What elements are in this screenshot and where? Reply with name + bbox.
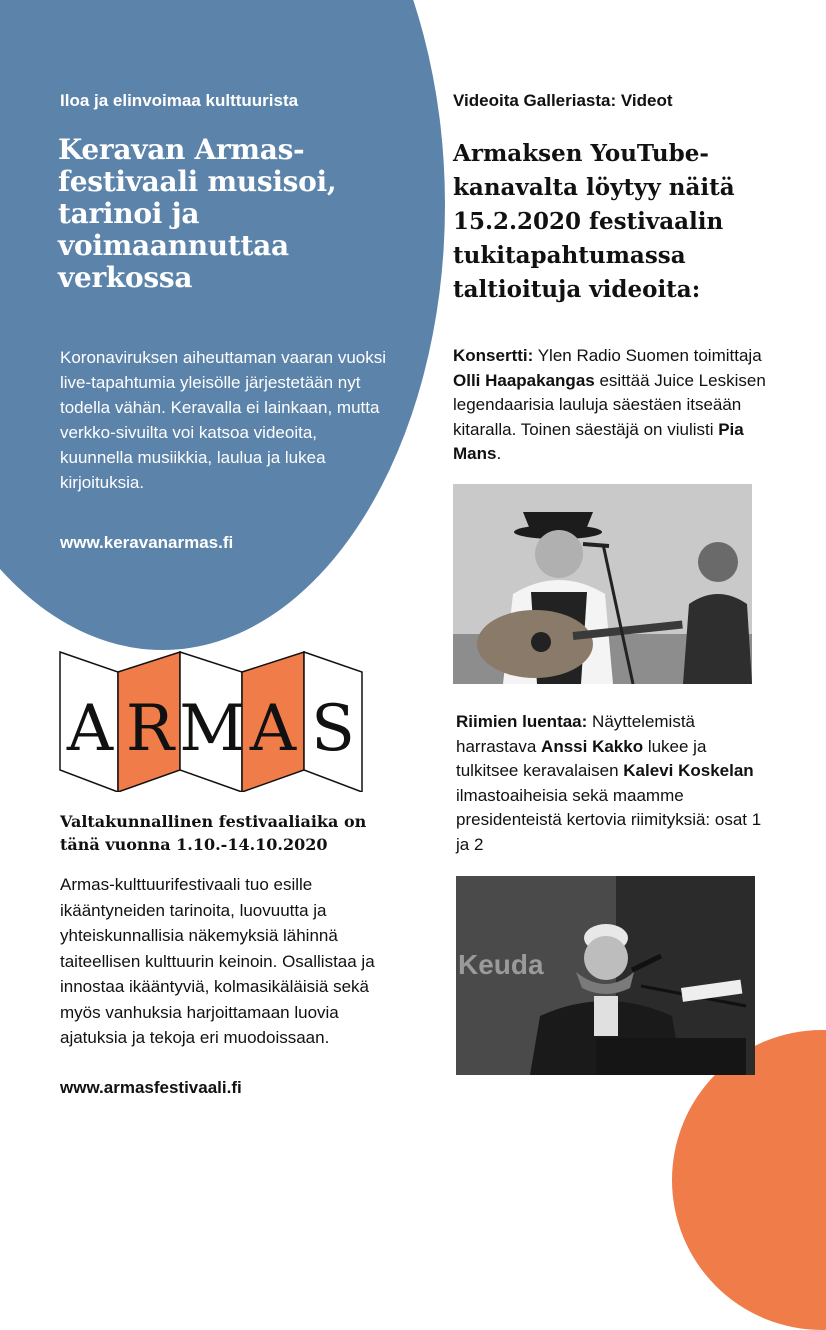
right-kicker: Videoita Galleriasta: Videot <box>453 91 673 110</box>
reading-lead: Riimien luentaa: <box>456 712 588 731</box>
reading-paragraph: Riimien luentaa: Näyttelemistä harrastava Anssi Kakko lukee ja tulkitsee keravalaisen Kalevi Koskelan ilmastoaiheisia sekä maamme presidenteistä kertovia riimityksiä: osat 1 ja 2 <box>456 712 762 854</box>
main-headline: Keravan Armas-festivaali musisoi, tarinoi ja voimaannuttaa verkossa <box>58 133 337 294</box>
violinist-name: Pia Mans <box>453 419 744 463</box>
logo-letter-a1: A <box>66 692 114 766</box>
orange-circle-decoration <box>672 1030 826 1330</box>
festival-description: Armas-kulttuurifestivaali tuo esille ikääntyneiden tarinoita, luovuutta ja yhteiskunnallisia näkemyksiä lähinnä taiteellisen kulttuurin keinoin. Osallistaa ja innostaa ikääntyviä, kolmasikäläisiä sekä myös vanhuksia harjoittamaan luovia ajatuksia ja tekoja eri muodoissaan. <box>60 875 375 1047</box>
youtube-headline: Armaksen YouTube-kanavalta löytyy näitä 15.2.2020 festivaalin tukitapahtumassa taltioituja videoita: <box>453 140 735 303</box>
performer-name: Olli Haapakangas <box>453 370 595 390</box>
armas-logo <box>58 650 364 792</box>
concert-photo <box>453 484 752 684</box>
photo-sign-text: Keuda <box>458 949 544 980</box>
concert-paragraph: Konsertti: Ylen Radio Suomen toimittaja Olli Haapakangas esittää Juice Leskisen legendaarisia lauluja säestäen itseään kitaralla. Toinen säestäjä on viulisti Pia Mans. <box>453 346 766 463</box>
website-link-keravanarmas[interactable]: www.keravanarmas.fi <box>60 533 234 552</box>
logo-letter-a2: A <box>249 692 297 766</box>
logo-letter-m: M <box>179 692 245 766</box>
reading-photo <box>456 876 755 1075</box>
concert-lead: Konsertti: <box>453 346 534 365</box>
logo-letter-s: S <box>311 692 355 766</box>
intro-text: Koronaviruksen aiheuttaman vaaran vuoksi live-tapahtumia yleisölle järjestetään nyt todella vähän. Keravalla ei lainkaan, mutta verkko-sivuilta voi katsoa videoita, kuunnella musiikkia, laulua ja lukea kirjoituksia. <box>60 348 387 492</box>
author-name: Kalevi Koskelan <box>623 761 754 780</box>
left-kicker: Iloa ja elinvoimaa kulttuurista <box>60 91 299 110</box>
festival-dates-tagline: Valtakunnallinen festivaaliaika on tänä vuonna 1.10.-14.10.2020 <box>60 812 367 854</box>
website-link-armasfestivaali[interactable]: www.armasfestivaali.fi <box>60 1078 242 1097</box>
logo-letter-r: R <box>125 692 175 766</box>
reader-name: Anssi Kakko <box>541 736 644 756</box>
